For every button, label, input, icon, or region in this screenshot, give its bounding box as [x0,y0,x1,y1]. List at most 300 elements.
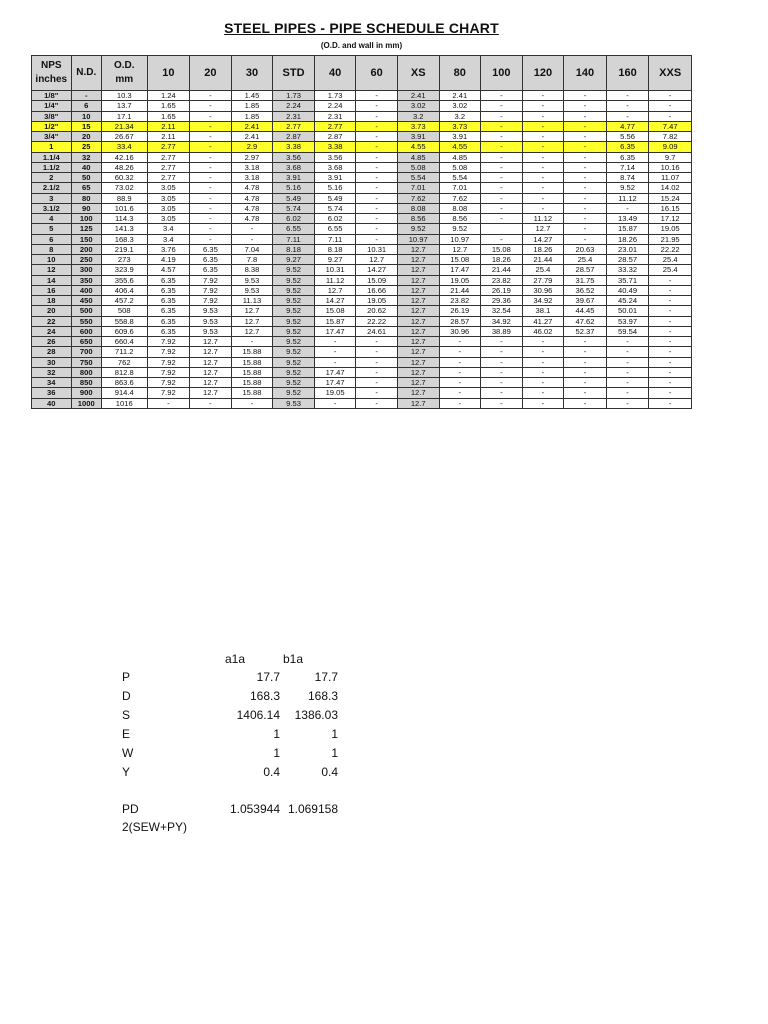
table-cell: - [356,337,398,347]
table-cell: 12.7 [397,326,439,336]
table-cell: 40 [32,398,72,408]
table-cell: 273 [101,255,147,265]
table-cell: - [564,162,607,172]
table-cell: - [190,111,232,121]
table-cell: 6.35 [606,152,649,162]
calc-value-b: 1386.03 [294,708,338,722]
table-cell: 9.52 [273,388,315,398]
table-cell: - [564,111,607,121]
calc-value-a: 1 [273,727,280,741]
table-cell: 2.77 [147,173,190,183]
table-cell: 21.34 [101,121,147,131]
table-cell: 6.35 [147,296,190,306]
table-cell: 9.53 [190,326,232,336]
table-cell: 200 [71,244,101,254]
column-header: N.D. [71,56,101,91]
table-row [32,121,692,131]
table-cell: - [522,173,564,183]
column-header: 160 [606,56,649,91]
table-cell: 25.4 [649,265,692,275]
table-cell: 2.77 [147,152,190,162]
table-cell: - [356,173,398,183]
table-cell: 3.4 [147,234,190,244]
table-cell: 18.26 [481,255,523,265]
table-row [32,173,692,183]
table-cell: - [190,121,232,131]
table-cell: 8.56 [397,214,439,224]
table-cell: 9.52 [397,224,439,234]
table-cell: - [522,183,564,193]
calc-value-a: 0.4 [263,765,280,779]
table-cell: - [356,388,398,398]
table-cell: 3/8" [32,111,72,121]
table-cell: 914.4 [101,388,147,398]
table-cell: - [606,388,649,398]
table-cell: 32.54 [481,306,523,316]
table-cell: 7.92 [190,285,232,295]
table-cell: 8.74 [606,173,649,183]
table-cell: 900 [71,388,101,398]
table-cell: 50.01 [606,306,649,316]
table-cell: 50 [71,173,101,183]
table-cell: 450 [71,296,101,306]
table-cell: 14.02 [649,183,692,193]
table-row [32,255,692,265]
table-cell: 4.55 [397,142,439,152]
table-cell: 7.92 [147,388,190,398]
table-cell: - [606,91,649,101]
table-cell: 5.54 [439,173,481,183]
table-cell: 4.78 [231,203,273,213]
table-cell: 406.4 [101,285,147,295]
table-cell: 2.87 [273,132,315,142]
table-cell: 3.18 [231,162,273,172]
calc-result-label: PD [122,802,139,816]
table-cell: - [190,183,232,193]
table-cell: - [564,398,607,408]
table-row [32,234,692,244]
table-cell: 19.05 [356,296,398,306]
table-cell: 32 [32,367,72,377]
table-cell: 7.04 [231,244,273,254]
table-cell: 88.9 [101,193,147,203]
table-cell: 30 [32,357,72,367]
table-cell: - [231,337,273,347]
table-cell: 323.9 [101,265,147,275]
table-cell: - [564,142,607,152]
table-row [32,101,692,111]
table-cell: 114.3 [101,214,147,224]
table-row [32,367,692,377]
table-cell: 8.08 [439,203,481,213]
table-cell: - [356,203,398,213]
table-cell: 30.96 [522,285,564,295]
table-cell: 22.22 [649,244,692,254]
table-cell: - [606,337,649,347]
table-cell: - [147,398,190,408]
table-cell: - [481,378,523,388]
table-cell: 40 [71,162,101,172]
table-cell: 2.24 [314,101,356,111]
table-cell: 4 [32,214,72,224]
calc-label: S [122,708,131,722]
table-cell: - [356,378,398,388]
table-cell: 12.7 [190,357,232,367]
table-cell: 4.78 [231,183,273,193]
table-cell: 3.2 [397,111,439,121]
table-cell: 26 [32,337,72,347]
table-cell: 5.16 [273,183,315,193]
table-cell: 28 [32,347,72,357]
table-cell: 600 [71,326,101,336]
table-cell: 2.77 [273,121,315,131]
table-cell: 21.95 [649,234,692,244]
table-cell: - [356,91,398,101]
table-cell: 7.8 [231,255,273,265]
table-cell: - [356,162,398,172]
table-cell: - [314,347,356,357]
table-cell: 9.52 [273,306,315,316]
table-cell: 9.52 [273,357,315,367]
table-cell: - [564,214,607,224]
table-cell: 4.85 [397,152,439,162]
table-cell: 219.1 [101,244,147,254]
table-cell: 400 [71,285,101,295]
table-cell: 11.13 [231,296,273,306]
table-cell: 42.16 [101,152,147,162]
table-cell: 9.53 [231,285,273,295]
table-cell: 21.44 [439,285,481,295]
calc-result-b: 1.069158 [287,802,338,816]
table-cell: - [356,193,398,203]
table-cell: - [356,142,398,152]
calc-result-label-2: 2(SEW+PY) [122,820,188,834]
table-cell: - [314,337,356,347]
table-cell: 3.56 [273,152,315,162]
table-cell: 9.53 [231,275,273,285]
table-cell: 2.31 [314,111,356,121]
table-cell: 15.08 [481,244,523,254]
calc-result-a: 1.053944 [229,802,280,816]
table-cell: 6.35 [147,316,190,326]
table-cell: 39.67 [564,296,607,306]
table-cell: 33.32 [606,265,649,275]
table-cell: 660.4 [101,337,147,347]
column-header: XS [397,56,439,91]
table-cell: 36.52 [564,285,607,295]
table-cell: - [481,183,523,193]
table-header-row [32,56,692,91]
table-cell: - [649,285,692,295]
table-cell: 5.16 [314,183,356,193]
table-cell: - [522,347,564,357]
table-cell: 25 [71,142,101,152]
table-cell: 1000 [71,398,101,408]
table-cell: - [649,111,692,121]
table-row [32,224,692,234]
table-cell: 9.52 [439,224,481,234]
table-cell: 1.1/2 [32,162,72,172]
table-cell: - [522,357,564,367]
table-cell: 1.73 [273,91,315,101]
table-row [32,203,692,213]
table-cell: 6.35 [147,285,190,295]
table-cell: - [190,132,232,142]
table-cell: - [564,152,607,162]
table-cell: 17.47 [314,326,356,336]
table-cell: - [564,234,607,244]
table-cell: 16.66 [356,285,398,295]
table-cell: 7.92 [147,367,190,377]
table-cell: - [649,347,692,357]
table-cell: - [522,121,564,131]
table-cell: - [522,142,564,152]
table-cell: 13.7 [101,101,147,111]
table-cell: 3.68 [314,162,356,172]
table-cell: 1.65 [147,111,190,121]
table-cell: 3.73 [439,121,481,131]
table-cell: 7.92 [147,357,190,367]
table-cell: - [190,224,232,234]
table-cell: - [356,101,398,111]
table-cell: - [649,101,692,111]
table-row [32,378,692,388]
table-cell: - [522,132,564,142]
table-cell: 7.01 [439,183,481,193]
table-cell: 12.7 [231,316,273,326]
table-cell: 5 [32,224,72,234]
table-row [32,316,692,326]
table-cell: 8.38 [231,265,273,275]
table-cell: 16 [32,285,72,295]
table-cell: 10.31 [356,244,398,254]
table-row [32,244,692,254]
table-cell: - [481,111,523,121]
table-cell: 4.55 [439,142,481,152]
table-cell: 15.87 [314,316,356,326]
table-cell: 10.31 [314,265,356,275]
table-cell: 41.27 [522,316,564,326]
table-cell: 3.05 [147,214,190,224]
table-cell: 28.57 [439,316,481,326]
table-cell: - [439,367,481,377]
table-cell: 28.57 [606,255,649,265]
table-cell: 9.53 [190,306,232,316]
table-cell: 26.19 [481,285,523,295]
table-cell: 3.2 [439,111,481,121]
table-cell: - [481,121,523,131]
table-cell: - [481,152,523,162]
table-cell: 35.71 [606,275,649,285]
table-cell: 10.97 [439,234,481,244]
table-cell: 1/4" [32,101,72,111]
table-cell: 18.26 [606,234,649,244]
table-row [32,326,692,336]
table-cell: 2.41 [231,132,273,142]
table-cell: 19.05 [649,224,692,234]
table-cell: 4.57 [147,265,190,275]
table-row [32,162,692,172]
table-cell: 12.7 [397,357,439,367]
table-cell: 350 [71,275,101,285]
table-cell: 6.35 [190,265,232,275]
table-cell: 9.52 [273,367,315,377]
table-cell: 65 [71,183,101,193]
table-cell: 5.49 [314,193,356,203]
table-cell: 20.63 [564,244,607,254]
table-cell: 11.12 [522,214,564,224]
table-body [32,91,692,409]
table-cell: 800 [71,367,101,377]
table-cell: 7.14 [606,162,649,172]
table-cell: - [606,378,649,388]
table-cell: 7.47 [649,121,692,131]
table-cell: 15.09 [356,275,398,285]
table-cell: 15.88 [231,378,273,388]
table-cell: 16.15 [649,203,692,213]
table-cell: - [522,152,564,162]
table-cell: 21.44 [522,255,564,265]
table-cell: 14.27 [522,234,564,244]
table-cell: - [439,337,481,347]
table-cell: - [356,367,398,377]
table-cell: 3.02 [397,101,439,111]
table-cell: - [564,121,607,131]
table-cell: 6.35 [606,142,649,152]
table-cell: 457.2 [101,296,147,306]
table-cell: - [481,193,523,203]
table-cell: 3.91 [273,173,315,183]
table-cell: 5.49 [273,193,315,203]
table-cell: 11.07 [649,173,692,183]
table-cell: - [522,367,564,377]
table-cell: 6 [71,101,101,111]
table-cell: - [190,152,232,162]
table-cell: - [649,398,692,408]
table-cell: - [522,111,564,121]
table-cell: 2.77 [147,162,190,172]
table-cell: - [649,91,692,101]
table-cell: 9.52 [273,316,315,326]
table-cell: - [649,316,692,326]
table-cell: 1.24 [147,91,190,101]
table-row [32,193,692,203]
table-row [32,285,692,295]
table-cell: 5.08 [439,162,481,172]
table-cell: 12.7 [190,367,232,377]
table-cell: 7.82 [649,132,692,142]
table-cell: 500 [71,306,101,316]
table-cell: 6.35 [190,255,232,265]
table-cell: - [356,357,398,367]
table-cell: - [71,91,101,101]
table-cell: 3.91 [314,173,356,183]
column-header: 80 [439,56,481,91]
table-cell: 12.7 [397,265,439,275]
table-cell: - [649,388,692,398]
table-cell: 12.7 [356,255,398,265]
table-cell: 25.4 [649,255,692,265]
table-cell: 1.73 [314,91,356,101]
table-cell: 2.31 [273,111,315,121]
table-cell: - [564,203,607,213]
table-cell: 17.47 [439,265,481,275]
table-cell: - [564,388,607,398]
table-cell: 15.88 [231,357,273,367]
table-cell: - [649,275,692,285]
table-row [32,275,692,285]
table-cell: 6.55 [273,224,315,234]
table-cell: - [564,173,607,183]
table-cell: 125 [71,224,101,234]
table-cell: - [481,203,523,213]
table-cell: - [564,378,607,388]
table-cell: - [356,234,398,244]
table-cell: 12.7 [190,347,232,357]
table-cell: 23.82 [439,296,481,306]
table-cell: 2.11 [147,132,190,142]
table-cell: 750 [71,357,101,367]
table-cell: 9.53 [190,316,232,326]
table-cell: 20 [32,306,72,316]
table-cell: 3.18 [231,173,273,183]
table-cell: 300 [71,265,101,275]
table-cell: 3.38 [314,142,356,152]
calc-header-b: b1a [282,652,303,666]
table-cell: 3.05 [147,183,190,193]
chart-subtitle: (O.D. and wall in mm) [320,41,403,50]
table-cell: - [356,214,398,224]
table-row [32,132,692,142]
table-cell: 1.85 [231,101,273,111]
table-cell: 59.54 [606,326,649,336]
table-cell: - [481,388,523,398]
table-cell: 12.7 [190,388,232,398]
table-cell: 12.7 [231,306,273,316]
table-cell: 3.4 [147,224,190,234]
table-cell: 100 [71,214,101,224]
table-cell: 10.16 [649,162,692,172]
table-cell: - [649,326,692,336]
table-cell: - [606,398,649,408]
table-cell: 12 [32,265,72,275]
table-cell: - [606,101,649,111]
table-cell: - [231,398,273,408]
table-cell: - [564,224,607,234]
table-cell: - [439,398,481,408]
table-cell: 1/2" [32,121,72,131]
table-cell: 9.52 [273,285,315,295]
table-cell: 19.05 [439,275,481,285]
table-cell: 2.11 [147,121,190,131]
table-cell: - [190,173,232,183]
table-cell: - [522,91,564,101]
table-cell: 9.09 [649,142,692,152]
table-cell: 33.4 [101,142,147,152]
table-cell: 25.4 [564,255,607,265]
table-cell: 101.6 [101,203,147,213]
table-cell: 12.7 [190,337,232,347]
table-cell: - [564,132,607,142]
table-cell: 22.22 [356,316,398,326]
table-cell: 11.12 [606,193,649,203]
calc-label: D [122,689,131,703]
table-cell: 6.35 [147,306,190,316]
table-row [32,306,692,316]
table-cell: 15.88 [231,347,273,357]
table-cell: 24 [32,326,72,336]
table-cell: 13.49 [606,214,649,224]
